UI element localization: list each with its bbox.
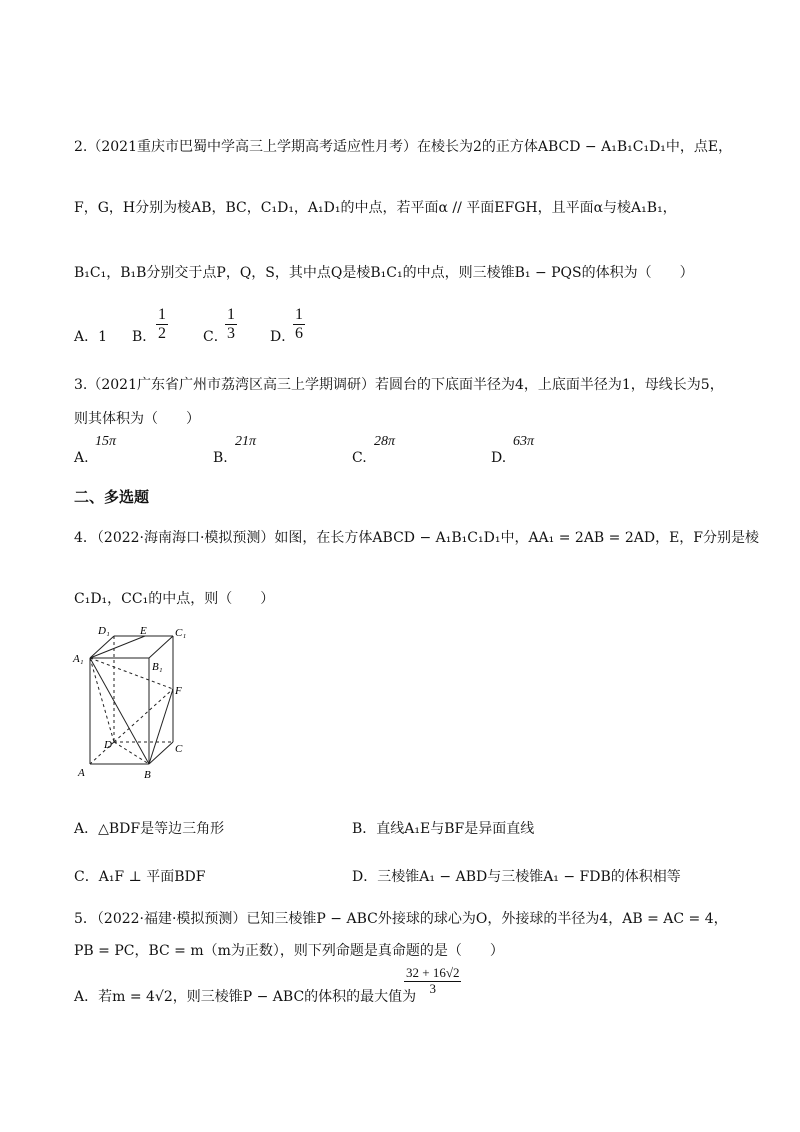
q3-option-a-value: 15π [95, 434, 117, 449]
frac-d-denominator: 6 [295, 325, 303, 343]
label-f: F [175, 685, 182, 697]
q2-option-c-label: C． [203, 329, 228, 345]
frac-c-denominator: 3 [227, 325, 235, 343]
q2-option-c-fraction [225, 306, 237, 344]
label-b: B [144, 769, 151, 781]
label-e: E [140, 625, 147, 637]
q2-option-d-fraction [293, 306, 305, 344]
frac-b-numerator: 1 [156, 306, 168, 325]
q4-option-d: D．三棱锥A₁ − ABD与三棱锥A₁ − FDB的体积相等 [352, 869, 681, 885]
frac-c-numerator: 1 [225, 306, 237, 325]
frac-d-numerator: 1 [293, 306, 305, 325]
q4-option-a: A．△BDF是等边三角形 [74, 821, 225, 837]
cuboid-figure [70, 624, 200, 784]
q2-line-2: F，G，H分别为棱AB，BC，C₁D₁，A₁D₁的中点，若平面α // 平面EFGH，且平面α与棱A₁B₁， [74, 200, 677, 216]
frac-b-denominator: 2 [158, 325, 166, 343]
q5-option-a-fraction [404, 966, 461, 997]
frac-q5-denominator: 3 [429, 980, 436, 996]
label-c: C [175, 743, 183, 755]
q4-line-2: C₁D₁，CC₁的中点，则（ ） [74, 591, 275, 607]
q5-line-1: 5．（2022·福建·模拟预测）已知三棱锥P − ABC外接球的球心为O，外接球的半径为4，AB = AC = 4， [74, 911, 728, 927]
q3-option-d-label: D. [491, 450, 507, 466]
q2-option-a: A．1 [74, 329, 108, 345]
label-a: A [78, 767, 85, 779]
q3-option-a-label: A. [74, 450, 89, 466]
q3-option-c-label: C. [352, 450, 367, 466]
q4-line-1: 4．（2022·海南海口·模拟预测）如图，在长方体ABCD − A₁B₁C₁D₁中，AA₁ = 2AB = 2AD，E，F分别是棱 [74, 530, 760, 546]
section-heading: 二、多选题 [74, 488, 150, 506]
q3-option-b-value: 21π [235, 434, 257, 449]
q2-line-1: 2.（2021重庆市巴蜀中学高三上学期高考适应性月考）在棱长为2的正方体ABCD − A₁B₁C₁D₁中，点E， [74, 139, 733, 155]
q3-option-d-value: 63π [513, 434, 535, 449]
q2-option-b-label: B． [132, 329, 157, 345]
label-a1: A₁ [73, 653, 84, 665]
q5-line-2: PB = PC，BC = m（m为正数），则下列命题是真命题的是（ ） [74, 943, 504, 959]
q3-line-1: 3.（2021广东省广州市荔湾区高三上学期调研）若圆台的下底面半径为4，上底面半径为1，母线长为5， [74, 377, 724, 393]
label-d1: D₁ [98, 625, 110, 637]
q3-option-b-label: B. [213, 450, 228, 466]
q2-line-3: B₁C₁，B₁B分别交于点P，Q，S，其中点Q是棱B₁C₁的中点，则三棱锥B₁ − PQS的体积为（ ） [74, 265, 694, 281]
frac-q5-numerator: 32 + 16√2 [406, 965, 460, 980]
label-c1: C₁ [175, 627, 187, 639]
q2-option-b-fraction [156, 306, 168, 344]
q3-option-c-value: 28π [374, 434, 396, 449]
label-d: D [104, 739, 112, 751]
q2-option-d-label: D． [270, 329, 296, 345]
q5-option-a: A．若m = 4√2，则三棱锥P − ABC的体积的最大值为 [74, 989, 417, 1005]
q3-line-2: 则其体积为（ ） [74, 411, 200, 427]
label-b1: B₁ [152, 661, 163, 673]
q4-option-c: C．A₁F ⊥ 平面BDF [74, 869, 206, 885]
q4-option-b: B．直线A₁E与BF是异面直线 [352, 821, 535, 837]
